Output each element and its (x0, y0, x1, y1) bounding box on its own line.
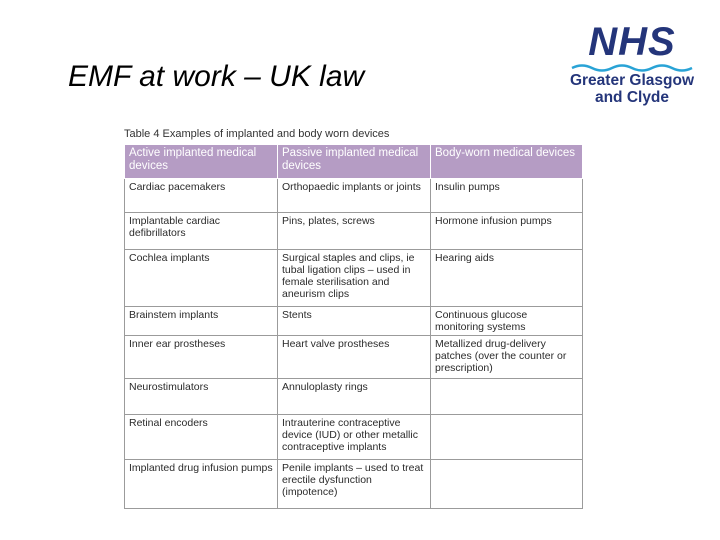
table-row (125, 379, 583, 415)
table-cell: Neurostimulators (125, 379, 278, 415)
table-cell: Metallized drug-delivery patches (over the counter or prescription) (431, 336, 583, 379)
table-cell: Hormone infusion pumps (431, 213, 583, 250)
table-cell: Brainstem implants (125, 307, 278, 336)
table-cell: Hearing aids (431, 250, 583, 307)
table-header-row (125, 145, 583, 179)
table-cell: Orthopaedic implants or joints (278, 179, 431, 213)
devices-table (124, 144, 583, 509)
table-cell: Cardiac pacemakers (125, 179, 278, 213)
table-cell (431, 379, 583, 415)
table-cell: Stents (278, 307, 431, 336)
table-cell: Intrauterine contraceptive device (IUD) or other metallic contraceptive implants (278, 415, 431, 460)
table-row (125, 179, 583, 213)
column-header: Active implanted medical devices (125, 145, 278, 179)
column-header: Body-worn medical devices (431, 145, 583, 179)
table-row (125, 415, 583, 460)
table-cell: Cochlea implants (125, 250, 278, 307)
table-cell (431, 460, 583, 509)
table-row (125, 307, 583, 336)
table-cell: Pins, plates, screws (278, 213, 431, 250)
table-cell: Implantable cardiac defibrillators (125, 213, 278, 250)
table-caption: Table 4 Examples of implanted and body worn devices (124, 128, 390, 140)
table-cell: Heart valve prostheses (278, 336, 431, 379)
table-cell: Retinal encoders (125, 415, 278, 460)
table-row (125, 213, 583, 250)
devices-table-figure (124, 127, 584, 510)
org-name-line2: and Clyde (594, 89, 670, 106)
table-cell (431, 415, 583, 460)
table-cell: Insulin pumps (431, 179, 583, 213)
table-cell: Surgical staples and clips, ie tubal ligation clips – used in female sterilisation and aneurism clips (278, 250, 431, 307)
table-cell: Annuloplasty rings (278, 379, 431, 415)
org-name-line1: Greater Glasgow (569, 72, 695, 89)
table-row (125, 336, 583, 379)
nhs-logo (566, 22, 698, 116)
nhs-wordmark: NHS (588, 20, 676, 64)
table-cell: Implanted drug infusion pumps (125, 460, 278, 509)
table-row (125, 250, 583, 307)
table-cell: Continuous glucose monitoring systems (431, 307, 583, 336)
column-header: Passive implanted medical devices (278, 145, 431, 179)
table-cell: Penile implants – used to treat erectile dysfunction (impotence) (278, 460, 431, 509)
table-row (125, 460, 583, 509)
slide-title: EMF at work – UK law (68, 60, 365, 93)
table-cell: Inner ear prostheses (125, 336, 278, 379)
